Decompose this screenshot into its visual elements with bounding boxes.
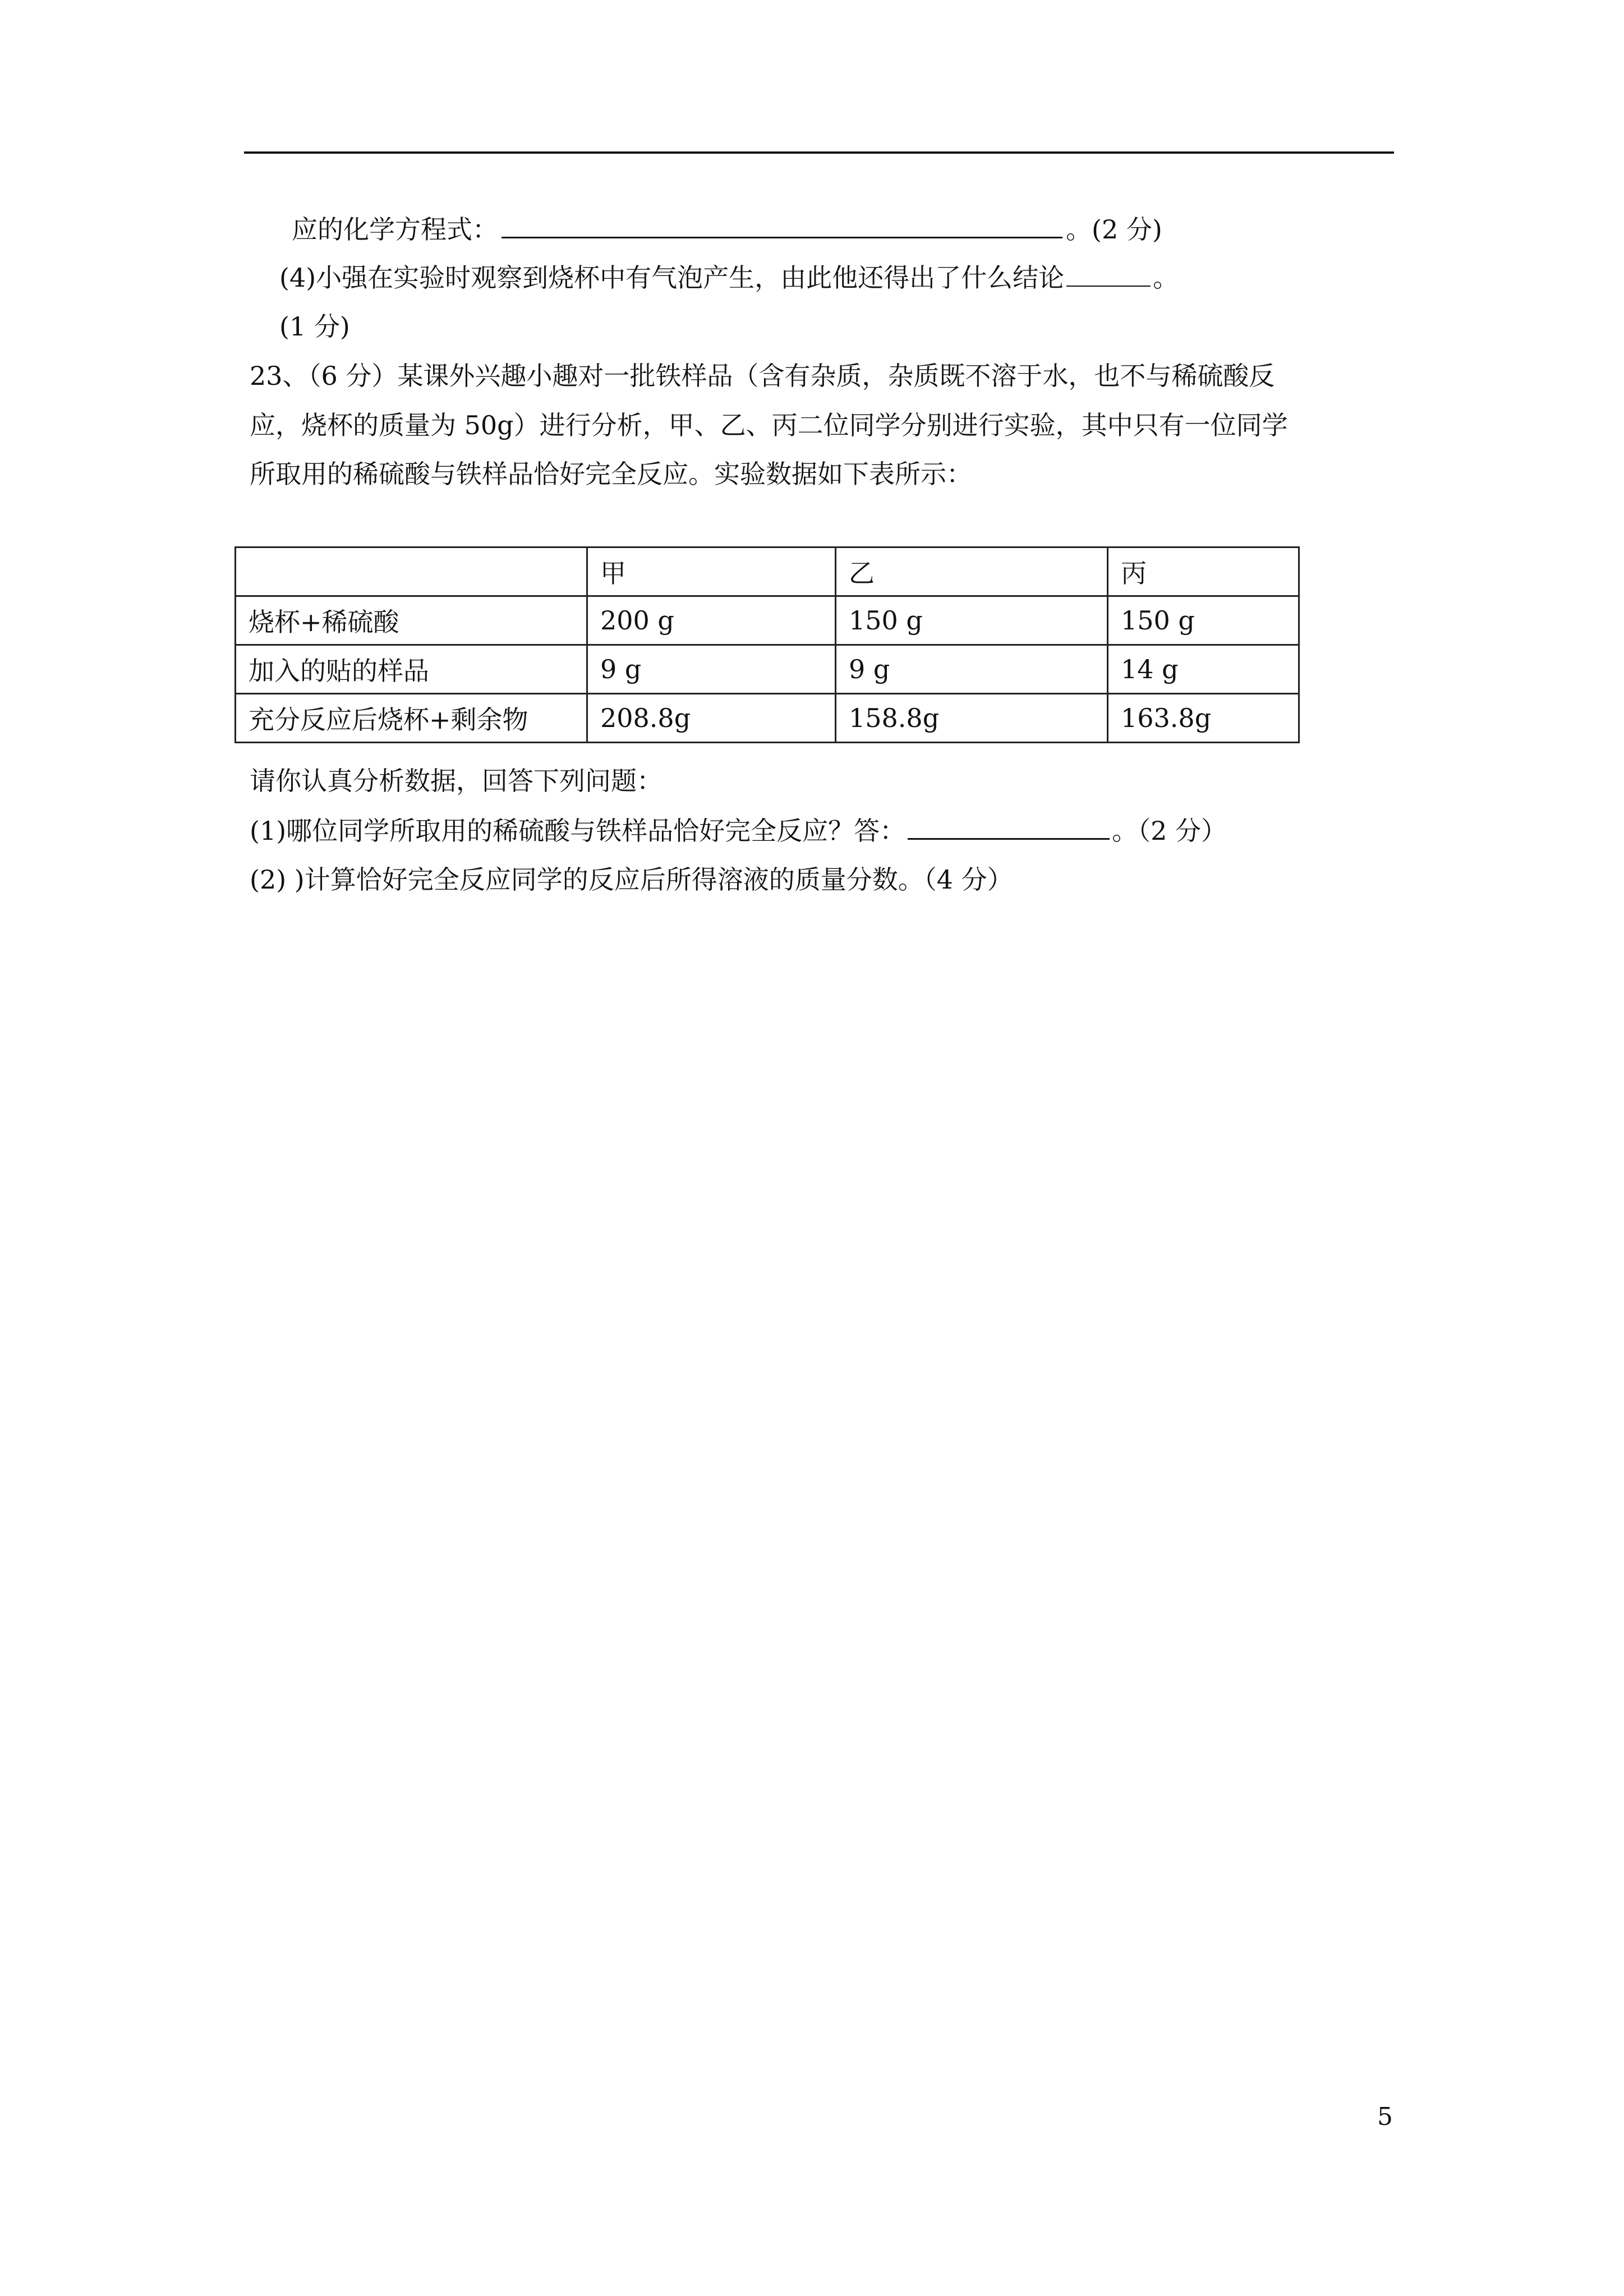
table-cell: 200 g (587, 596, 836, 645)
table-row (236, 596, 1299, 645)
table-cell: 150 g (836, 596, 1108, 645)
table-cell: 9 g (836, 645, 1108, 694)
table-header-cell: 乙 (836, 547, 1108, 596)
table-row (236, 694, 1299, 743)
q4-end: 。 (1153, 263, 1179, 293)
table-row-label: 烧杯+稀硫酸 (236, 596, 587, 645)
q4-line (279, 261, 1179, 295)
table-header-cell: 丙 (1108, 547, 1299, 596)
page-number: 5 (1377, 2102, 1393, 2131)
q4-score: (1 分) (279, 311, 350, 342)
q1-end: 。（2 分） (1112, 816, 1227, 846)
table-row (236, 645, 1299, 694)
table-cell: 158.8g (836, 694, 1108, 743)
q4-answer-blank[interactable] (1066, 261, 1151, 287)
table-cell: 208.8g (587, 694, 836, 743)
table-row-label: 充分反应后烧杯+剩余物 (236, 694, 587, 743)
equation-suffix: 。(2 分) (1066, 214, 1162, 245)
q23-line3: 所取用的稀硫酸与铁样品恰好完全反应。实验数据如下表所示： (250, 459, 972, 489)
table-header-cell (236, 547, 587, 596)
table-cell: 14 g (1108, 645, 1299, 694)
q2-line: (2) )计算恰好完全反应同学的反应后所得溶液的质量分数。（4 分） (250, 864, 1013, 895)
table-row-label: 加入的贴的样品 (236, 645, 587, 694)
q4-text: (4)小强在实验时观察到烧杯中有气泡产生，由此他还得出了什么结论 (279, 263, 1065, 293)
q1-answer-blank[interactable] (908, 813, 1110, 840)
q1-text: (1)哪位同学所取用的稀硫酸与铁样品恰好完全反应？答： (250, 816, 906, 846)
table-header-cell: 甲 (587, 547, 836, 596)
equation-prefix: 应的化学方程式： (292, 214, 498, 245)
table-header-row (236, 547, 1299, 596)
q23-line2: 应，烧杯的质量为 50g）进行分析，甲、乙、丙二位同学分别进行实验，其中只有一位同学 (250, 410, 1288, 440)
table-cell: 163.8g (1108, 694, 1299, 743)
header-rule (244, 151, 1394, 154)
equation-answer-blank[interactable] (502, 212, 1062, 238)
q23-line1: 23、（6 分）某课外兴趣小趣对一批铁样品（含有杂质，杂质既不溶于水，也不与稀硫酸反 (250, 361, 1275, 391)
questions-intro: 请你认真分析数据，回答下列问题： (250, 766, 663, 796)
experiment-data-table (234, 546, 1300, 743)
table-cell: 150 g (1108, 596, 1299, 645)
table-cell: 9 g (587, 645, 836, 694)
q1-line (250, 813, 1227, 848)
equation-line (292, 212, 1162, 246)
